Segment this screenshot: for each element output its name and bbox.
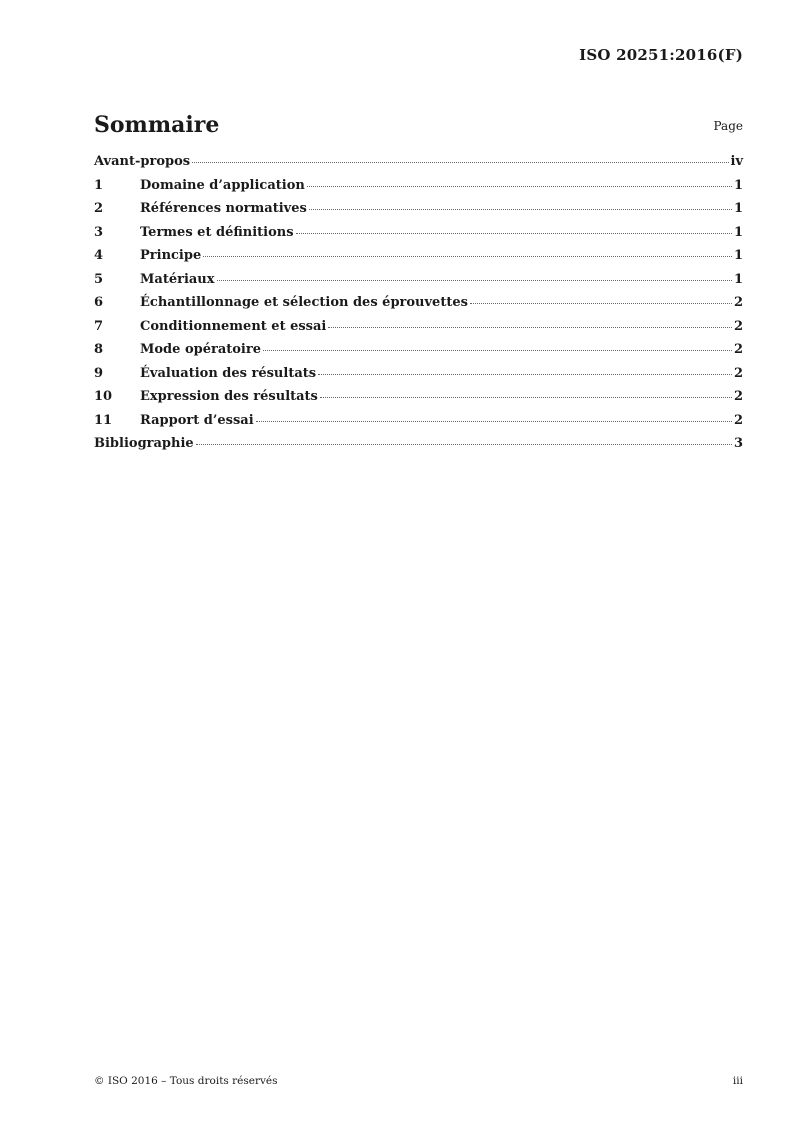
toc-entry-label: Termes et définitions [140, 224, 294, 240]
toc-entry-number: 8 [94, 342, 104, 357]
toc-entry[interactable] [94, 225, 743, 249]
toc-entry-label: Expression des résultats [140, 389, 318, 404]
toc-entry-page: 2 [733, 342, 743, 357]
toc-title: Sommaire [94, 112, 220, 138]
toc-dot-leader [320, 397, 732, 398]
toc-entry-number: 5 [94, 271, 104, 287]
toc-entry-page: iv [730, 154, 743, 169]
toc-entry-number: 7 [94, 318, 104, 334]
toc-entry[interactable] [94, 366, 743, 390]
toc-entry[interactable] [94, 201, 743, 225]
toc-entry[interactable] [94, 295, 743, 319]
toc-entry-page: 1 [733, 201, 743, 216]
toc-entry-page: 2 [733, 318, 743, 334]
toc-dot-leader [192, 162, 728, 163]
toc-entry-label: Domaine d’application [140, 177, 305, 193]
toc-entry[interactable] [94, 389, 743, 413]
toc-entry[interactable] [94, 154, 743, 178]
toc-dot-leader [307, 186, 732, 187]
toc-dot-leader [296, 233, 732, 234]
toc-entry[interactable] [94, 342, 743, 366]
toc-dot-leader [309, 209, 732, 210]
toc-entry-label: Principe [140, 248, 202, 263]
toc-entry-page: 2 [733, 412, 743, 428]
toc-entry-number: 1 [94, 177, 104, 193]
toc-entry[interactable] [94, 319, 743, 343]
toc-entry-page: 3 [733, 436, 743, 451]
toc-entry-number: 11 [94, 412, 113, 428]
toc-entry-page: 2 [733, 389, 743, 404]
toc-entry-number: 3 [94, 224, 104, 240]
toc-entry[interactable] [94, 178, 743, 202]
toc-entry-number: 6 [94, 295, 104, 310]
toc-entry-page: 1 [733, 248, 743, 263]
toc-entry-number: 2 [94, 201, 104, 216]
toc-dot-leader [256, 421, 732, 422]
toc-entry-label: Bibliographie [94, 436, 194, 451]
toc-entry-page: 1 [733, 271, 743, 287]
toc-entry-label: Références normatives [140, 201, 307, 216]
footer-page-number: iii [732, 1075, 743, 1087]
footer-copyright: © ISO 2016 – Tous droits réservés [94, 1075, 278, 1087]
toc-entry-page: 2 [733, 295, 743, 310]
toc-entry[interactable] [94, 436, 743, 460]
document-code: ISO 20251:2016(F) [579, 46, 743, 64]
toc-entry[interactable] [94, 248, 743, 272]
toc-entry-label: Avant-propos [94, 154, 191, 169]
toc-entry-number: 4 [94, 248, 104, 263]
toc-entry-page: 2 [733, 365, 743, 381]
toc-dot-leader [318, 374, 732, 375]
toc-dot-leader [328, 327, 732, 328]
toc-dot-leader [217, 280, 732, 281]
toc-dot-leader [470, 303, 732, 304]
toc-dot-leader [263, 350, 732, 351]
toc-entry-label: Évaluation des résultats [140, 365, 317, 381]
page-column-label: Page [713, 119, 743, 133]
toc-entry-page: 1 [733, 177, 743, 193]
toc-entry-page: 1 [733, 224, 743, 240]
toc-entry-label: Mode opératoire [140, 342, 261, 357]
toc-dot-leader [196, 444, 732, 445]
toc-entry[interactable] [94, 272, 743, 296]
toc-entry-label: Conditionnement et essai [140, 318, 327, 334]
toc-entry-number: 9 [94, 365, 104, 381]
toc-entry-label: Matériaux [140, 271, 215, 287]
toc-entry-label: Rapport d’essai [140, 412, 254, 428]
toc-entry[interactable] [94, 413, 743, 437]
toc-entry-number: 10 [94, 389, 113, 404]
toc-dot-leader [203, 256, 732, 257]
table-of-contents [94, 154, 743, 460]
toc-entry-label: Échantillonnage et sélection des éprouvettes [140, 295, 468, 310]
